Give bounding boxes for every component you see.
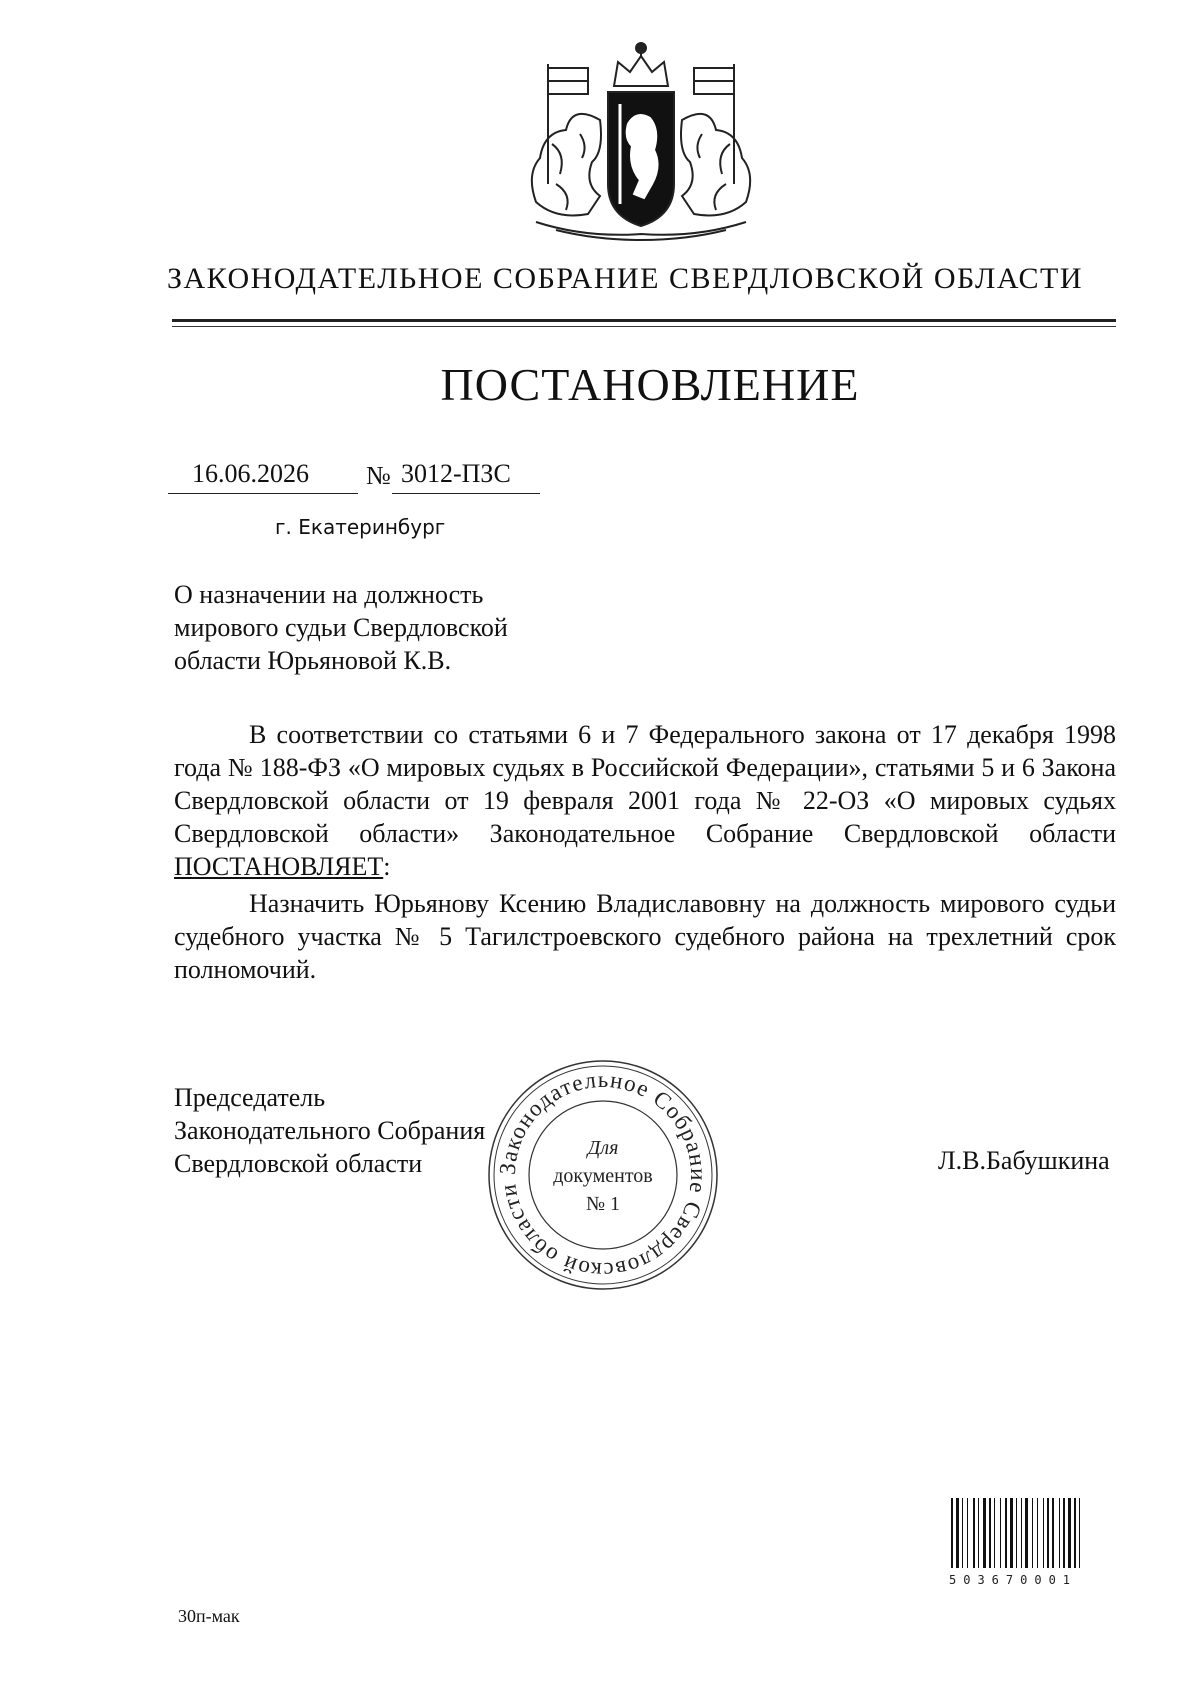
coat-of-arms-icon xyxy=(496,34,786,242)
subject-line: О назначении на должность xyxy=(174,580,484,609)
document-number: 3012-ПЗС xyxy=(401,459,511,488)
header-rule-thick xyxy=(172,319,1116,322)
footer-code: 30п-мак xyxy=(178,1606,240,1626)
document-type: ПОСТАНОВЛЕНИЕ xyxy=(440,359,860,410)
document-date: 16.06.2026 xyxy=(192,459,309,488)
seal-ring-text: Законодательное Собрание Свердловской области xyxy=(494,1066,712,1284)
subject-line: области Юрьяновой К.В. xyxy=(174,646,452,675)
colon: : xyxy=(383,852,391,881)
signatory-name: Л.В.Бабушкина xyxy=(938,1146,1110,1175)
date-underline xyxy=(168,493,358,494)
seal-center-line: документов xyxy=(553,1165,653,1187)
document-body xyxy=(174,718,1116,986)
resolves-keyword: ПОСТАНОВЛЯЕТ xyxy=(174,852,384,881)
position-line: Председатель xyxy=(174,1083,326,1112)
body-paragraph-legal-basis xyxy=(174,718,1116,883)
seal-center-line: № 1 xyxy=(585,1193,621,1215)
barcode-number: 503670001 xyxy=(949,1573,1078,1587)
signature-position xyxy=(174,1081,485,1180)
position-line: Свердловской области xyxy=(174,1149,423,1178)
number-label: № xyxy=(366,461,391,490)
document-subject xyxy=(174,578,604,677)
document-city: г. Екатеринбург xyxy=(275,515,446,539)
official-seal-stamp xyxy=(484,1056,722,1294)
legal-basis-text: В соответствии со статьями 6 и 7 Федерального закона от 17 декабря 1998 года № 188-ФЗ «О мировых судьях в Российской Федерации», статьями 5 и 6 Закона Свердловской области от 19 февраля 2001 года № 22-ОЗ «О мировых судьях Свердловской области» Законодательное Собрание Свердловской области xyxy=(174,720,1116,848)
seal-center-line: Для xyxy=(587,1137,619,1159)
subject-line: мирового судьи Свердловской xyxy=(174,613,508,642)
header-rule-thin xyxy=(172,326,1116,327)
number-underline xyxy=(392,493,540,494)
position-line: Законодательного Собрания xyxy=(174,1116,486,1145)
body-paragraph-appointment: Назначить Юрьянову Ксению Владиславовну на должность мирового судьи судебного участка № 5 Тагилстроевского судебного района на трехлетний срок полномочий. xyxy=(174,889,1116,984)
organization-name: ЗАКОНОДАТЕЛЬНОЕ СОБРАНИЕ СВЕРДЛОВСКОЙ ОБЛАСТИ xyxy=(166,262,1084,295)
barcode xyxy=(949,1498,1117,1578)
